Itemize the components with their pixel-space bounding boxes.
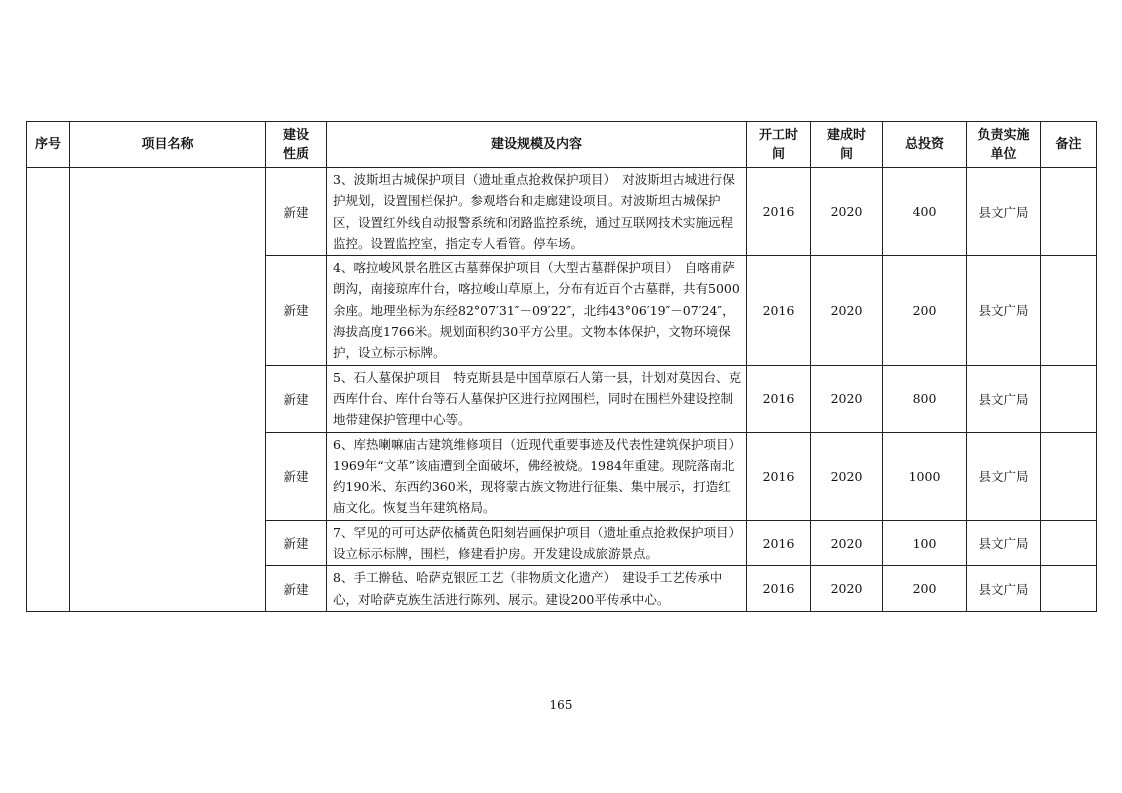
header-nature: 建设性质	[266, 122, 327, 168]
investment-cell: 400	[883, 168, 967, 256]
start-cell: 2016	[747, 256, 811, 365]
complete-cell: 2020	[811, 168, 883, 256]
content-cell: 6、库热喇嘛庙古建筑维修项目（近现代重要事迹及代表性建筑保护项目） 1969年“文革”该庙遭到全面破坏，佛经被烧。1984年重建。现院落南北约190米、东西约360米，现将蒙古族文物进行征集、集中展示，打造红庙文化。恢复当年建筑格局。	[327, 432, 747, 520]
project-table	[26, 121, 1097, 612]
unit-cell: 县文广局	[967, 256, 1041, 365]
complete-cell: 2020	[811, 432, 883, 520]
unit-cell: 县文广局	[967, 432, 1041, 520]
start-cell: 2016	[747, 432, 811, 520]
header-complete: 建成时间	[811, 122, 883, 168]
nature-cell: 新建	[266, 256, 327, 365]
start-cell: 2016	[747, 168, 811, 256]
nature-cell: 新建	[266, 168, 327, 256]
content-cell: 8、手工擀毡、哈萨克银匠工艺（非物质文化遗产） 建设手工艺传承中心，对哈萨克族生活进行陈列、展示。建设200平传承中心。	[327, 566, 747, 612]
header-investment: 总投资	[883, 122, 967, 168]
remark-cell	[1041, 566, 1097, 612]
start-cell: 2016	[747, 566, 811, 612]
remark-cell	[1041, 256, 1097, 365]
investment-cell: 800	[883, 365, 967, 432]
header-name: 项目名称	[70, 122, 266, 168]
content-cell: 4、喀拉峻风景名胜区古墓葬保护项目（大型古墓群保护项目） 自喀甫萨朗沟，南接琼库什台，喀拉峻山草原上，分布有近百个古墓群，共有5000余座。地理坐标为东经82°07′31″－09′22″，北纬43°06′19″－07′24″，海拔高度1766米。规划面积约30平方公里。文物本体保护，文物环境保护，设立标示标牌。	[327, 256, 747, 365]
page-number: 165	[549, 698, 573, 712]
project-name-cell	[70, 168, 266, 612]
complete-cell: 2020	[811, 566, 883, 612]
remark-cell	[1041, 520, 1097, 566]
nature-cell: 新建	[266, 365, 327, 432]
investment-cell: 1000	[883, 432, 967, 520]
complete-cell: 2020	[811, 520, 883, 566]
investment-cell: 100	[883, 520, 967, 566]
unit-cell: 县文广局	[967, 520, 1041, 566]
table-header-row	[27, 122, 1097, 168]
remark-cell	[1041, 365, 1097, 432]
seq-cell	[27, 168, 70, 612]
content-cell: 7、罕见的可可达萨依橘黄色阳刻岩画保护项目（遗址重点抢救保护项目） 设立标示标牌，围栏，修建看护房。开发建设成旅游景点。	[327, 520, 747, 566]
header-remark: 备注	[1041, 122, 1097, 168]
investment-cell: 200	[883, 256, 967, 365]
header-seq: 序号	[27, 122, 70, 168]
header-content: 建设规模及内容	[327, 122, 747, 168]
content-cell: 3、波斯坦古城保护项目（遗址重点抢救保护项目） 对波斯坦古城进行保护规划，设置围栏保护。参观塔台和走廊建设项目。对波斯坦古城保护区，设置红外线自动报警系统和闭路监控系统，通过互联网技术实施远程监控。设置监控室，指定专人看管。停车场。	[327, 168, 747, 256]
table-row	[27, 168, 1097, 256]
investment-cell: 200	[883, 566, 967, 612]
remark-cell	[1041, 168, 1097, 256]
content-cell: 5、石人墓保护项目 特克斯县是中国草原石人第一县，计划对莫因台、克西库什台、库什台等石人墓保护区进行拉网围栏，同时在围栏外建设控制地带建保护管理中心等。	[327, 365, 747, 432]
start-cell: 2016	[747, 365, 811, 432]
unit-cell: 县文广局	[967, 566, 1041, 612]
header-start: 开工时间	[747, 122, 811, 168]
nature-cell: 新建	[266, 566, 327, 612]
unit-cell: 县文广局	[967, 365, 1041, 432]
complete-cell: 2020	[811, 256, 883, 365]
nature-cell: 新建	[266, 432, 327, 520]
unit-cell: 县文广局	[967, 168, 1041, 256]
start-cell: 2016	[747, 520, 811, 566]
nature-cell: 新建	[266, 520, 327, 566]
complete-cell: 2020	[811, 365, 883, 432]
header-unit: 负责实施单位	[967, 122, 1041, 168]
remark-cell	[1041, 432, 1097, 520]
